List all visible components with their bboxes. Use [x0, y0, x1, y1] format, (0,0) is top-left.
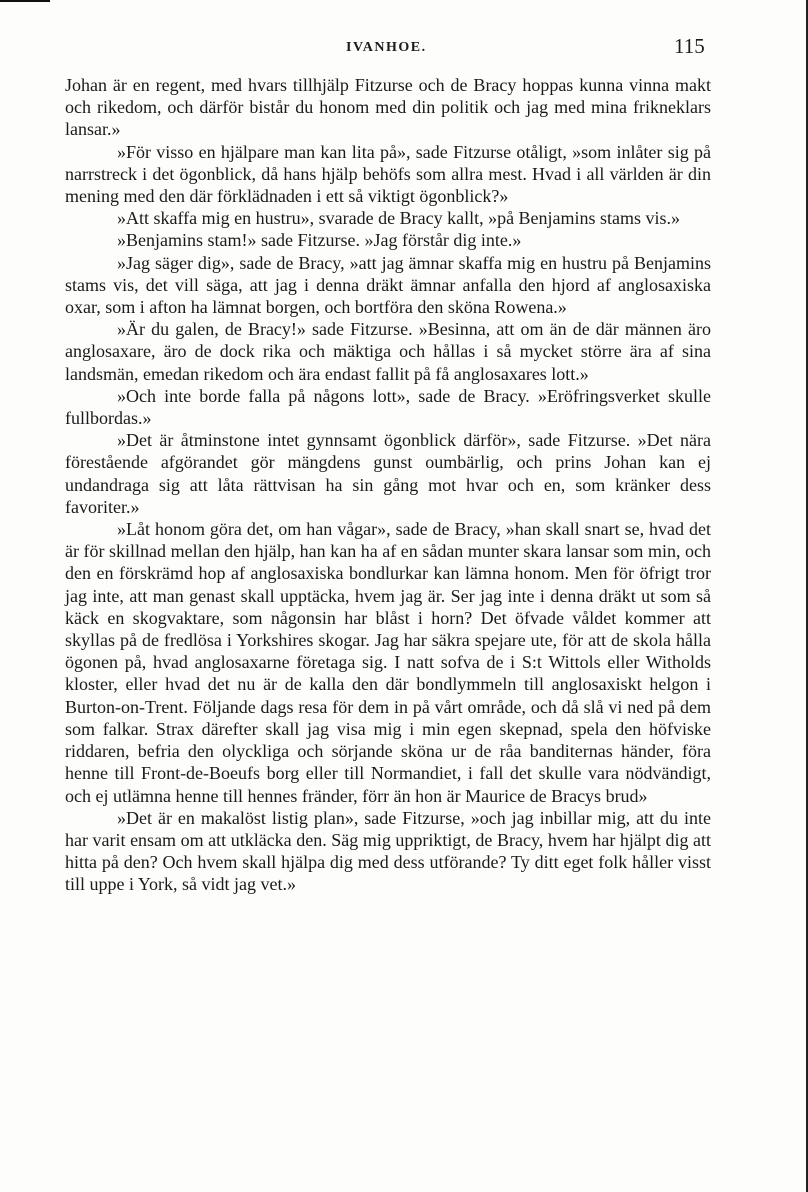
paragraph-5: »Jag säger dig», sade de Bracy, »att jag ämnar skaffa mig en hustru på Benjamins stams vis, det vill säga, att jag i denna dräkt ämnar anfalla den hjord af anglosaxiska oxar, som i afton ha lämnat borgen, och bortföra den sköna Rowena.» [65, 252, 711, 318]
paragraph-8: »Det är åtminstone intet gynnsamt ögonblick därför», sade Fitzurse. »Det nära förestående afgörandet gör mängdens gunst oumbärlig, och prins Johan kan ej undandraga sig att låta rättvisan ha sin gång mot hvar och en, som kränker dess favoriter.» [65, 430, 711, 517]
paragraph-7: »Och inte borde falla på någons lott», sade de Bracy. »Eröfringsverket skulle fullbordas.» [65, 385, 711, 429]
paragraph-9: »Låt honom göra det, om han vågar», sade de Bracy, »han skall snart se, hvad det är för skillnad mellan den hjälp, han kan ha af en sådan munter skara lansar som min, och den en förskrämd hop af anglosaxiska bondlurkar kan lämna honom. Men för öfrigt tror jag inte, att man genast skall upptäcka, hvem jag är. Ser jag inte i denna dräkt ut som så käck en skogvaktare, som någonsin har blåst i horn? Det öfvade våldet kommer att skyllas på de fredlösa i Yorkshires skogar. Jag har säkra spejare ute, för att de skola hålla ögonen på, hvad anglosaxarne företaga sig. I natt sofva de i S:t Wittols eller Witholds kloster, eller hvad det nu är de kalla den där bondlymmeln till anglosaxiskt helgon i Burton-on-Trent. Följande dags resa för dem in på vårt område, och då slå vi ned på dem som falkar. Strax därefter skall jag visa mig i min egen skepnad, spela den höfviske riddaren, befria den olyckliga och sörjande sköna ur de råa banditernas händer, föra henne till Front-de-Boeufs borg eller till Normandiet, i fall det skulle vara nödvändigt, och ej utlämna henne till hennes fränder, förr än hon är Maurice de Bracys brud» [65, 519, 711, 806]
paragraph-4: »Benjamins stam!» sade Fitzurse. »Jag förstår dig inte.» [117, 230, 522, 251]
page-number: 115 [674, 34, 705, 58]
body-text [65, 74, 711, 896]
paragraph-1: Johan är en regent, med hvars tillhjälp Fitzurse och de Bracy hoppas kunna vinna makt och rikedom, och därför bistår du honom med din politik och jag med mina frikneklars lansar.» [65, 75, 711, 140]
paragraph-2: »För visso en hjälpare man kan lita på», sade Fitzurse otåligt, »som inlåter sig på narrstreck i det ögonblick, då hans hjälp behöfs som allra mest. Hvad i all världen är din mening med den där förklädnaden i ett så viktigt ögonblick?» [65, 141, 711, 207]
running-title: IVANHOE. [346, 40, 427, 55]
paragraph-3: »Att skaffa mig en hustru», svarade de Bracy kallt, »på Benjamins stams vis.» [117, 208, 681, 229]
paragraph-6: »Är du galen, de Bracy!» sade Fitzurse. »Besinna, att om än de där männen äro anglosaxare, äro de dock rika och mäktiga och hållas i så mycket större ära af sina landsmän, emedan rikedom och ära endast fallit på få anglosaxares lott.» [65, 319, 711, 384]
page-header [0, 34, 808, 60]
paragraph-10: »Det är en makalöst listig plan», sade Fitzurse, »och jag inbillar mig, att du inte har varit ensam om att utkläcka den. Säg mig uppriktigt, de Bracy, hvem har hjälpt dig att hitta på den? Och hvem skall hjälpa dig med dess utförande? Ty ditt eget folk håller visst till uppe i York, så vidt jag vet.» [65, 807, 711, 895]
scan-edge-top [0, 0, 50, 2]
